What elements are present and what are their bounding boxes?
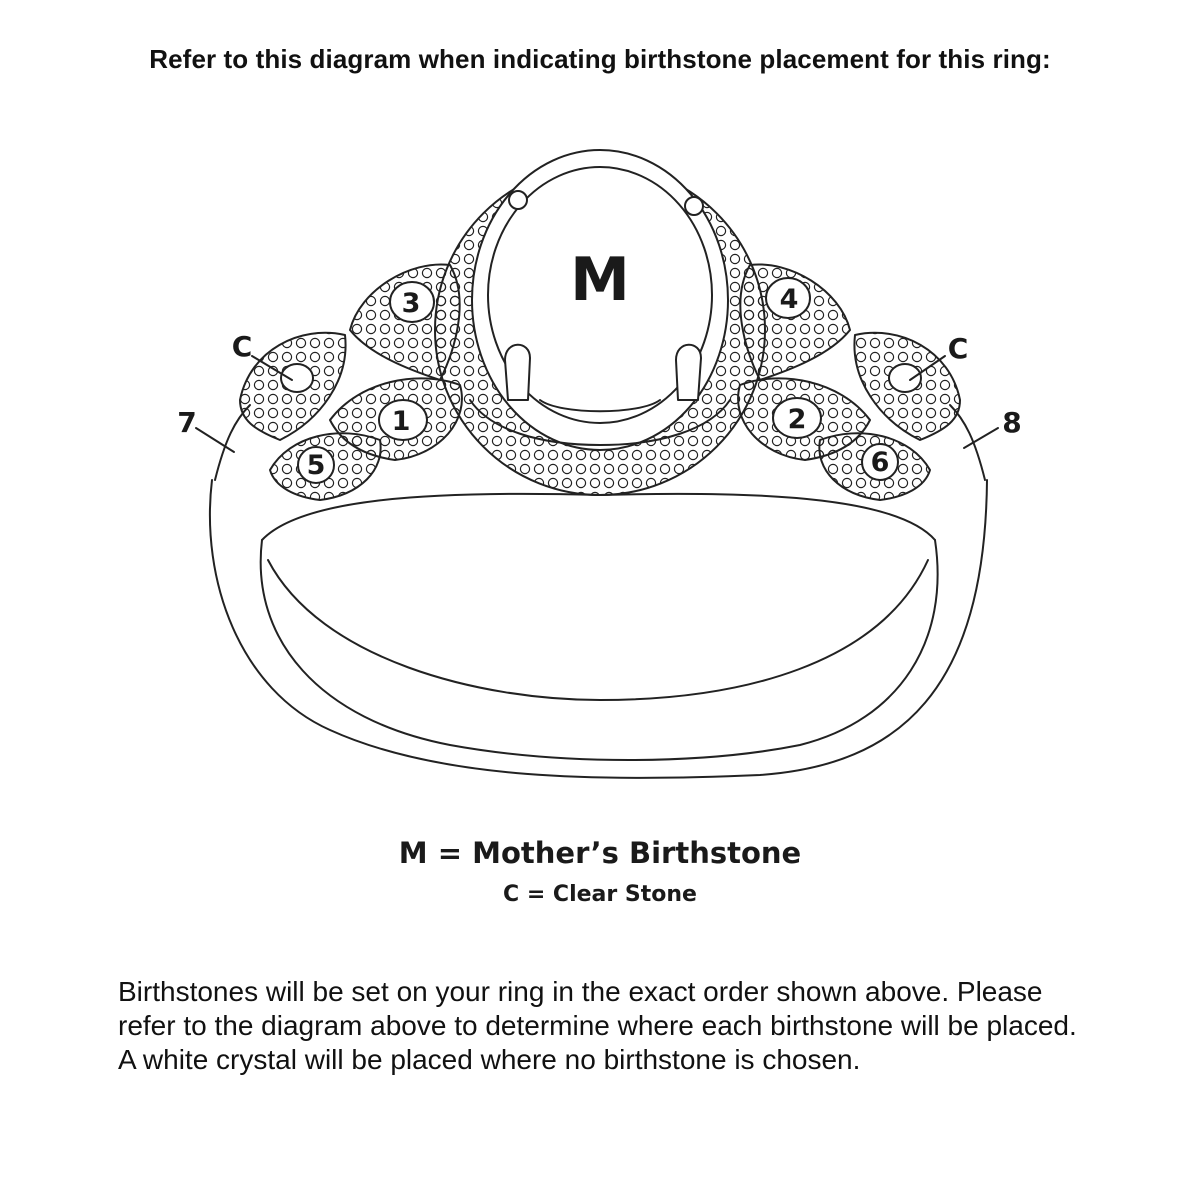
diagram-heading: Refer to this diagram when indicating birthstone placement for this ring: xyxy=(149,44,1051,74)
callout-7: 7 xyxy=(177,406,197,439)
prong-top-left xyxy=(509,191,527,209)
callout-c-left: C xyxy=(231,330,253,363)
placement-note: Birthstones will be set on your ring in the exact order shown above. Please refer to the diagram above to determine where each birthstone will be placed. A white crystal will be placed where no birthstone is chosen. xyxy=(118,976,1077,1075)
band-inner-bottom xyxy=(261,540,938,760)
callout-8: 8 xyxy=(1002,406,1022,439)
stone-label-2: 2 xyxy=(787,404,807,435)
center-stone-label: M xyxy=(570,245,630,315)
clear-stone-left-outline xyxy=(281,364,313,392)
band-outer xyxy=(210,480,987,778)
stone-label-4: 4 xyxy=(779,284,799,315)
prong-bottom-right xyxy=(676,345,701,400)
stone-label-3: 3 xyxy=(401,288,421,319)
band-inner-fold xyxy=(268,560,928,700)
prong-bottom-left xyxy=(505,345,530,400)
band-inner-top xyxy=(262,494,935,540)
stone-label-6: 6 xyxy=(870,447,890,478)
callout-c-right: C xyxy=(947,332,969,365)
legend-mother-birthstone: M = Mother’s Birthstone xyxy=(398,836,802,870)
stone-label-1: 1 xyxy=(391,406,411,437)
legend-clear-stone: C = Clear Stone xyxy=(503,882,697,907)
stone-label-5: 5 xyxy=(306,450,326,481)
prong-top-right xyxy=(685,197,703,215)
clear-stone-right-outline xyxy=(889,364,921,392)
